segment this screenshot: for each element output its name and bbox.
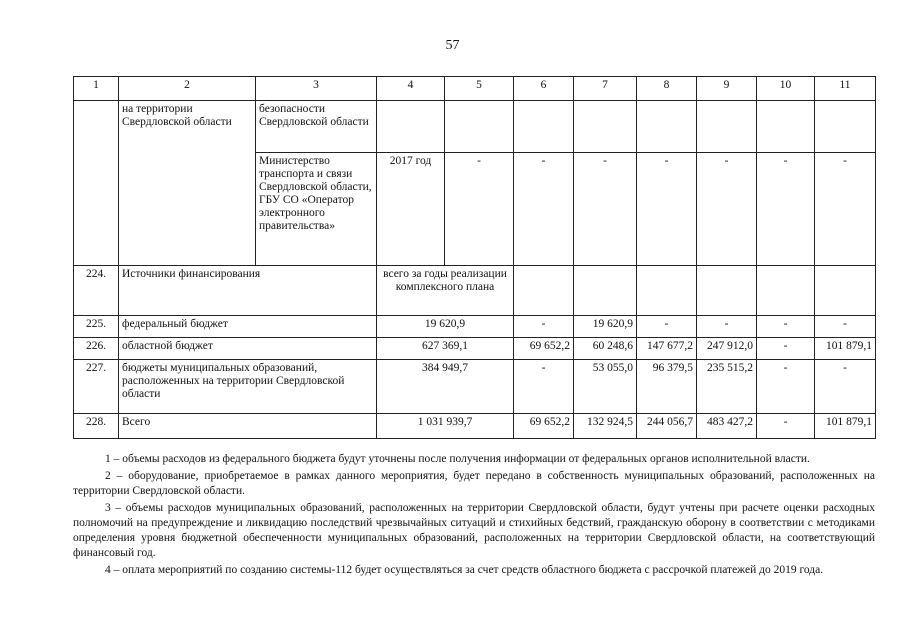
table-cell: - (445, 153, 514, 266)
row-label: Источники финансирования (119, 266, 377, 316)
row-number: 227. (74, 360, 119, 414)
table-cell: 147 677,2 (637, 338, 697, 360)
row-number: 228. (74, 414, 119, 439)
header-cell: 4 (377, 77, 445, 101)
table-cell: 2017 год (377, 153, 445, 266)
table-cell: 19 620,9 (574, 316, 637, 338)
table-row (74, 338, 876, 360)
table-cell: - (815, 316, 876, 338)
table-cell: - (757, 316, 815, 338)
budget-table (73, 76, 876, 439)
table-cell: безопасности Свердловской области (256, 101, 377, 153)
table-cell: 244 056,7 (637, 414, 697, 439)
table-cell (74, 101, 119, 266)
header-cell: 3 (256, 77, 377, 101)
table-cell: 132 924,5 (574, 414, 637, 439)
table-row (74, 360, 876, 414)
table-cell: - (815, 360, 876, 414)
table-cell: - (637, 316, 697, 338)
row-number: 224. (74, 266, 119, 316)
table-cell: на территории Свердловской области (119, 101, 256, 266)
table-cell: 60 248,6 (574, 338, 637, 360)
table-row (74, 266, 876, 316)
page-number: 57 (445, 38, 460, 53)
table-cell (445, 101, 514, 153)
row-label: бюджеты муниципальных образований, расположенных на территории Свердловской области (119, 360, 377, 414)
table-row (74, 101, 876, 153)
table-cell: 101 879,1 (815, 414, 876, 439)
header-cell: 8 (637, 77, 697, 101)
table-cell: 19 620,9 (377, 316, 514, 338)
table-cell (637, 266, 697, 316)
table-cell: 96 379,5 (637, 360, 697, 414)
table-cell (697, 266, 757, 316)
table-cell: 483 427,2 (697, 414, 757, 439)
table-cell: - (757, 360, 815, 414)
table-cell: всего за годы реализации комплексного плана (377, 266, 514, 316)
table-cell: Министерство транспорта и связи Свердловской области, ГБУ СО «Оператор электронного правительства» (256, 153, 377, 266)
table-cell: 1 031 939,7 (377, 414, 514, 439)
table-cell (757, 266, 815, 316)
table-cell (574, 101, 637, 153)
footnote: 2 – оборудование, приобретаемое в рамках данного мероприятия, будет передано в собственность муниципальных образований, расположенных на территории Свердловской области. (73, 470, 875, 497)
table-cell: 627 369,1 (377, 338, 514, 360)
row-label: областной бюджет (119, 338, 377, 360)
table-cell: - (757, 338, 815, 360)
row-label: Всего (119, 414, 377, 439)
table-cell: 69 652,2 (514, 414, 574, 439)
header-cell: 6 (514, 77, 574, 101)
header-cell: 2 (119, 77, 256, 101)
table-cell: - (815, 153, 876, 266)
table-cell: - (514, 153, 574, 266)
table-cell: - (514, 360, 574, 414)
table-cell: 247 912,0 (697, 338, 757, 360)
table-cell: 101 879,1 (815, 338, 876, 360)
table-cell (815, 101, 876, 153)
table-header-row (74, 77, 876, 101)
header-cell: 7 (574, 77, 637, 101)
table-cell: - (514, 316, 574, 338)
table-cell: 235 515,2 (697, 360, 757, 414)
table-cell: - (697, 316, 757, 338)
table-cell: 384 949,7 (377, 360, 514, 414)
footnotes (73, 452, 875, 580)
table-row (74, 316, 876, 338)
table-cell (757, 101, 815, 153)
table-cell (514, 266, 574, 316)
header-cell: 1 (74, 77, 119, 101)
table-cell: - (757, 153, 815, 266)
table-cell (574, 266, 637, 316)
table-row (74, 414, 876, 439)
footnote: 1 – объемы расходов из федерального бюджета будут уточнены после получения информации от федеральных органов исполнительной власти. (105, 453, 810, 465)
footnote: 4 – оплата мероприятий по созданию системы-112 будет осуществляться за счет средств областного бюджета с рассрочкой платежей до 2019 года. (105, 564, 824, 576)
table-cell: - (637, 153, 697, 266)
table-cell: - (574, 153, 637, 266)
row-number: 225. (74, 316, 119, 338)
table-cell: 69 652,2 (514, 338, 574, 360)
row-number: 226. (74, 338, 119, 360)
table-cell (637, 101, 697, 153)
footnote: 3 – объемы расходов муниципальных образований, расположенных на территории Свердловской области, будут учтены при расчете оценки расходных полномочий на предупреждение и ликвидацию последствий чрезвычайных ситуаций и стихийных бедствий, гражданскую оборону в соответствии с методиками определения уровня бюджетной обеспеченности муниципальных образований, расположенных на территории Свердловской области, на соответствующий финансовый год. (73, 502, 875, 559)
header-cell: 11 (815, 77, 876, 101)
header-cell: 5 (445, 77, 514, 101)
header-cell: 9 (697, 77, 757, 101)
table-cell: - (697, 153, 757, 266)
table-cell: 53 055,0 (574, 360, 637, 414)
table-cell: - (757, 414, 815, 439)
table-cell (377, 101, 445, 153)
row-label: федеральный бюджет (119, 316, 377, 338)
table-cell (514, 101, 574, 153)
header-cell: 10 (757, 77, 815, 101)
table-cell (815, 266, 876, 316)
table-cell (697, 101, 757, 153)
